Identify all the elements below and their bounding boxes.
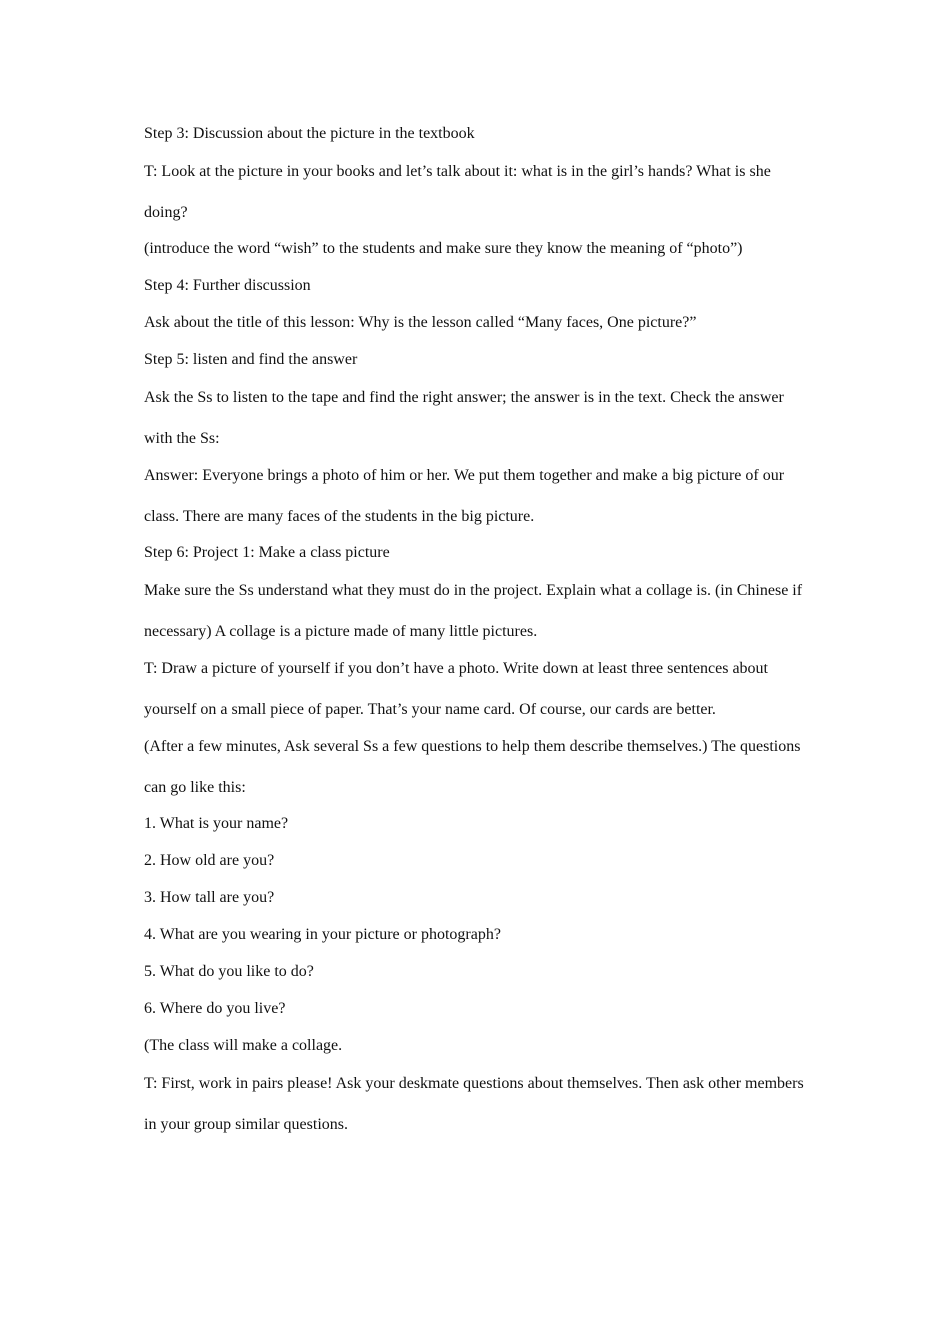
lesson-title-question: Ask about the title of this lesson: Why is the lesson called “Many faces, One picture?” [144,314,697,331]
questions-intro: (After a few minutes, Ask several Ss a few questions to help them describe themselves.) The questions can go like this: [144,737,801,796]
question-item: 4. What are you wearing in your picture or photograph? [144,926,501,943]
collage-note: (The class will make a collage. [144,1037,343,1054]
pair-work-instructions: T: First, work in pairs please! Ask your deskmate questions about themselves. Then ask other members in your group similar questions. [144,1074,804,1133]
teacher-prompt-picture: T: Look at the picture in your books and let’s talk about it: what is in the girl’s hands? What is she doing? [144,162,771,221]
listen-instructions: Ask the Ss to listen to the tape and find the right answer; the answer is in the text. Check the answer with the Ss: [144,388,784,447]
question-item: 3. How tall are you? [144,889,275,906]
document-body [144,125,809,1152]
answer-paragraph: Answer: Everyone brings a photo of him or her. We put them together and make a big picture of our class. There are many faces of the students in the big picture. [144,466,785,525]
step-6-heading: Step 6: Project 1: Make a class picture [144,544,390,561]
question-item: 2. How old are you? [144,852,275,869]
introduce-word-note: (introduce the word “wish” to the students and make sure they know the meaning of “photo”) [144,240,743,257]
collage-explanation: Make sure the Ss understand what they must do in the project. Explain what a collage is. (in Chinese if necessary) A collage is a picture made of many little pictures. [144,581,803,640]
step-5-heading: Step 5: listen and find the answer [144,351,358,368]
step-4-heading: Step 4: Further discussion [144,277,311,294]
question-item: 1. What is your name? [144,815,289,832]
question-item: 5. What do you like to do? [144,963,314,980]
question-item: 6. Where do you live? [144,1000,286,1017]
teacher-draw-instructions: T: Draw a picture of yourself if you don’t have a photo. Write down at least three sentences about yourself on a small piece of paper. That’s your name card. Of course, our cards are better. [144,659,768,718]
step-3-heading: Step 3: Discussion about the picture in the textbook [144,125,475,142]
